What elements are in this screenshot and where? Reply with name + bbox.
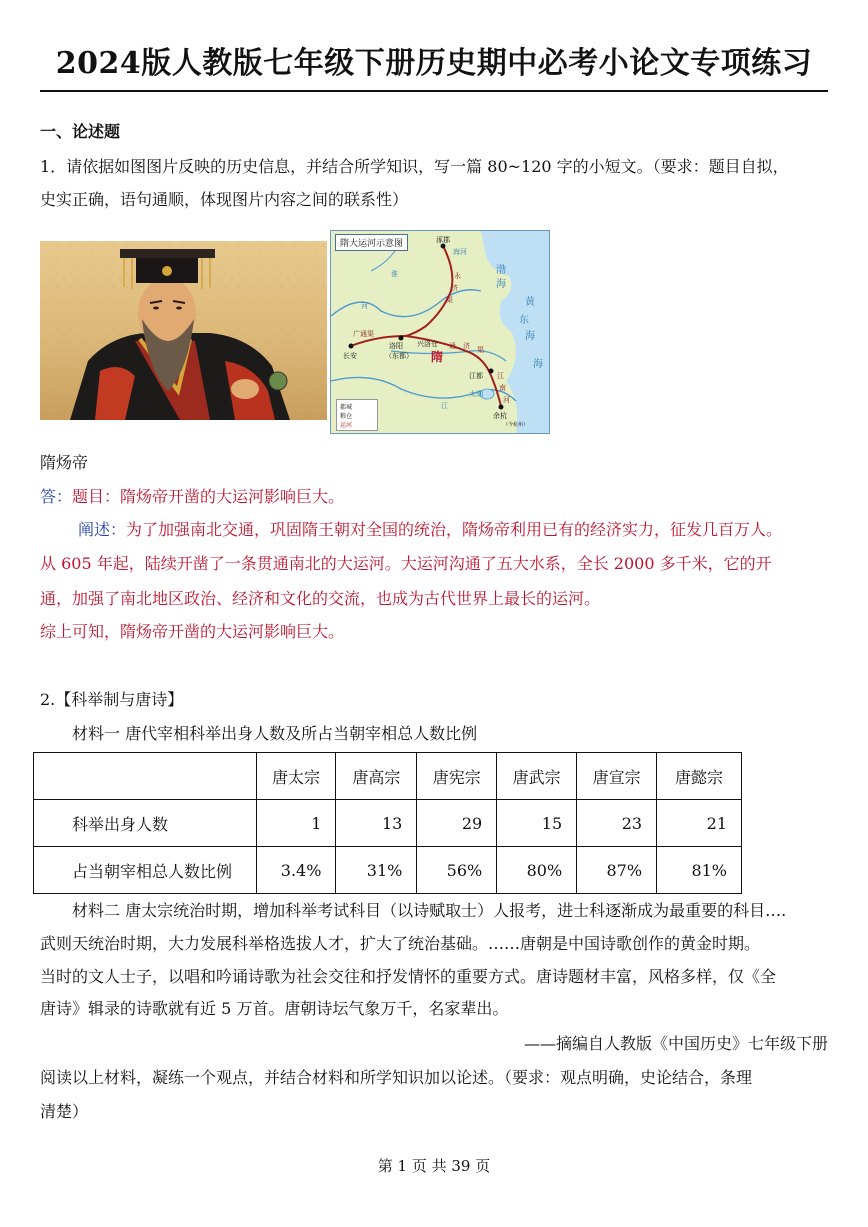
table-header-cell: 唐宪宗 (417, 753, 497, 800)
map-label-yongji-2: 济 (451, 284, 458, 292)
table-header-cell (34, 753, 257, 800)
map-label-tongji-1: 通 (449, 342, 456, 350)
map-label-donghai-2: 海 (533, 359, 543, 370)
map-label-jiangdu: 江都 (469, 372, 483, 380)
image-caption: 隋炀帝 (40, 453, 89, 472)
answer-body-text1: 为了加强南北交通，巩固隋王朝对全国的统治，隋炀帝利用已有的经济实力，征发几百万人。 (126, 520, 783, 539)
q1-prompt-line2: 史实正确，语句通顺，体现图片内容之间的联系性） (40, 190, 409, 209)
table-cell: 81% (657, 847, 742, 894)
table-cell: 23 (577, 800, 657, 847)
material1-caption: 材料一 唐代宰相科举出身人数及所占当朝宰相总人数比例 (72, 724, 478, 743)
answer-title-line (40, 487, 344, 507)
sui-canal-map (330, 230, 550, 434)
answer-body-line2: 从 605 年起，陆续开凿了一条贯通南北的大运河。大运河沟通了五大水系，全长 2000 多千米，它的开 (40, 554, 772, 573)
legend-canal: 运河 (340, 422, 353, 429)
answer-body-line3: 通，加强了南北地区政治、经济和文化的交流，也成为古代世界上最长的运河。 (40, 589, 601, 608)
answer-body-line1 (78, 520, 782, 540)
table-header-cell: 唐宣宗 (577, 753, 657, 800)
table-header-cell: 唐武宗 (497, 753, 577, 800)
map-label-he: 河 (361, 302, 368, 310)
page-title: 2024版人教版七年级下册历史期中必考小论文专项练习 (55, 46, 813, 81)
map-label-yongji-3: 渠 (446, 296, 453, 304)
map-label-xingluo: 兴洛仓 (417, 340, 438, 348)
table-cell: 56% (417, 847, 497, 894)
table-cell: 21 (657, 800, 742, 847)
q1-prompt-line1: 1．请依据如图图片反映的历史信息，并结合所学知识，写一篇 80~120 字的小短文。（要求：题目自拟， (40, 157, 789, 176)
table-row (34, 847, 742, 894)
answer-conclusion: 综上可知，隋炀帝开凿的大运河影响巨大。 (40, 622, 345, 641)
map-label-tongji-3: 渠 (477, 346, 484, 354)
answer-body-label: 阐述： (78, 520, 127, 539)
map-label-huai: 淮 (391, 270, 398, 278)
table-cell: 87% (577, 847, 657, 894)
table-cell: 31% (336, 847, 417, 894)
map-label-bohai-1: 渤 (496, 265, 506, 276)
table-cell: 80% (497, 847, 577, 894)
table-row-label: 科举出身人数 (34, 800, 257, 847)
material2-line1: 材料二 唐太宗统治时期，增加科举考试科目（以诗赋取士）人报考，进士科逐渐成为最重要的科目…. (72, 901, 787, 920)
map-label-tongji-2: 济 (463, 342, 470, 350)
chancellor-table (33, 752, 742, 894)
table-header-cell: 唐太宗 (256, 753, 336, 800)
q2-task-line1: 阅读以上材料，凝练一个观点，并结合材料和所学知识加以论述。（要求：观点明确，史论结合，条理 (40, 1068, 753, 1087)
table-cell: 3.4% (256, 847, 336, 894)
map-label-changan: 长安 (343, 352, 357, 360)
table-header-row (34, 753, 742, 800)
map-label-luoyang: 洛阳 (389, 342, 403, 350)
map-label-huanghai-1: 黄 (525, 297, 535, 308)
q2-heading: 2.【科举制与唐诗】 (40, 690, 184, 709)
material-source: ——摘编自人教版《中国历史》七年级下册 (523, 1034, 828, 1053)
map-caption: 隋大运河示意图 (335, 234, 408, 251)
table-cell: 1 (256, 800, 336, 847)
map-legend (336, 399, 378, 431)
map-label-bohai-2: 海 (496, 279, 506, 290)
emperor-portrait-image (40, 241, 327, 420)
table-cell: 15 (497, 800, 577, 847)
map-label-jiang: 江 (441, 402, 448, 410)
material2-line4: 唐诗》辑录的诗歌就有近 5 万首。唐朝诗坛气象万千，名家辈出。 (40, 999, 509, 1018)
material2-line3: 当时的文人士子，以唱和吟诵诗歌为社会交往和抒发情怀的重要方式。唐诗题材丰富，风格多样，仅《全 (40, 967, 777, 986)
map-label-dongdu: （东都） (385, 352, 413, 360)
q2-task-line2: 清楚） (40, 1102, 89, 1121)
map-label-jiangnan-2: 南 (499, 384, 506, 392)
answer-title-label: 题目： (72, 487, 121, 506)
title-divider (40, 90, 828, 92)
map-label-jiangnan-1: 江 (497, 372, 504, 380)
map-label-sui: 隋 (431, 350, 444, 364)
map-label-huanghai-2: 海 (525, 331, 535, 342)
table-header-cell: 唐高宗 (336, 753, 417, 800)
legend-capital: 都城 (340, 404, 353, 411)
map-label-taihu: 太湖 (469, 390, 483, 398)
map-label-yongji-1: 永 (454, 272, 461, 280)
table-row-label: 占当朝宰相总人数比例 (34, 847, 257, 894)
map-label-zhuojun: 涿郡 (436, 236, 450, 244)
material2-line2: 武则天统治时期，大力发展科举格选拔人才，扩大了统治基础。……唐朝是中国诗歌创作的黄金时期。 (40, 934, 761, 953)
map-label-donghai-1: 东 (519, 315, 529, 326)
table-cell: 13 (336, 800, 417, 847)
legend-granary: 粮仓 (340, 413, 353, 420)
table-row (34, 800, 742, 847)
map-label-haihe: 海河 (453, 248, 467, 256)
page-number: 第 1 页 共 39 页 (377, 1157, 491, 1175)
table-header-cell: 唐懿宗 (657, 753, 742, 800)
map-label-jiangnan-3: 河 (503, 396, 510, 404)
answer-prefix: 答： (40, 487, 73, 506)
table-cell: 29 (417, 800, 497, 847)
section-heading: 一、论述题 (40, 122, 121, 141)
map-label-guangtong: 广通渠 (353, 330, 374, 338)
answer-title-text: 隋炀帝开凿的大运河影响巨大。 (120, 487, 345, 506)
map-label-hangzhou: （今杭州） (503, 422, 529, 428)
map-label-yuhang: 余杭 (493, 412, 507, 420)
